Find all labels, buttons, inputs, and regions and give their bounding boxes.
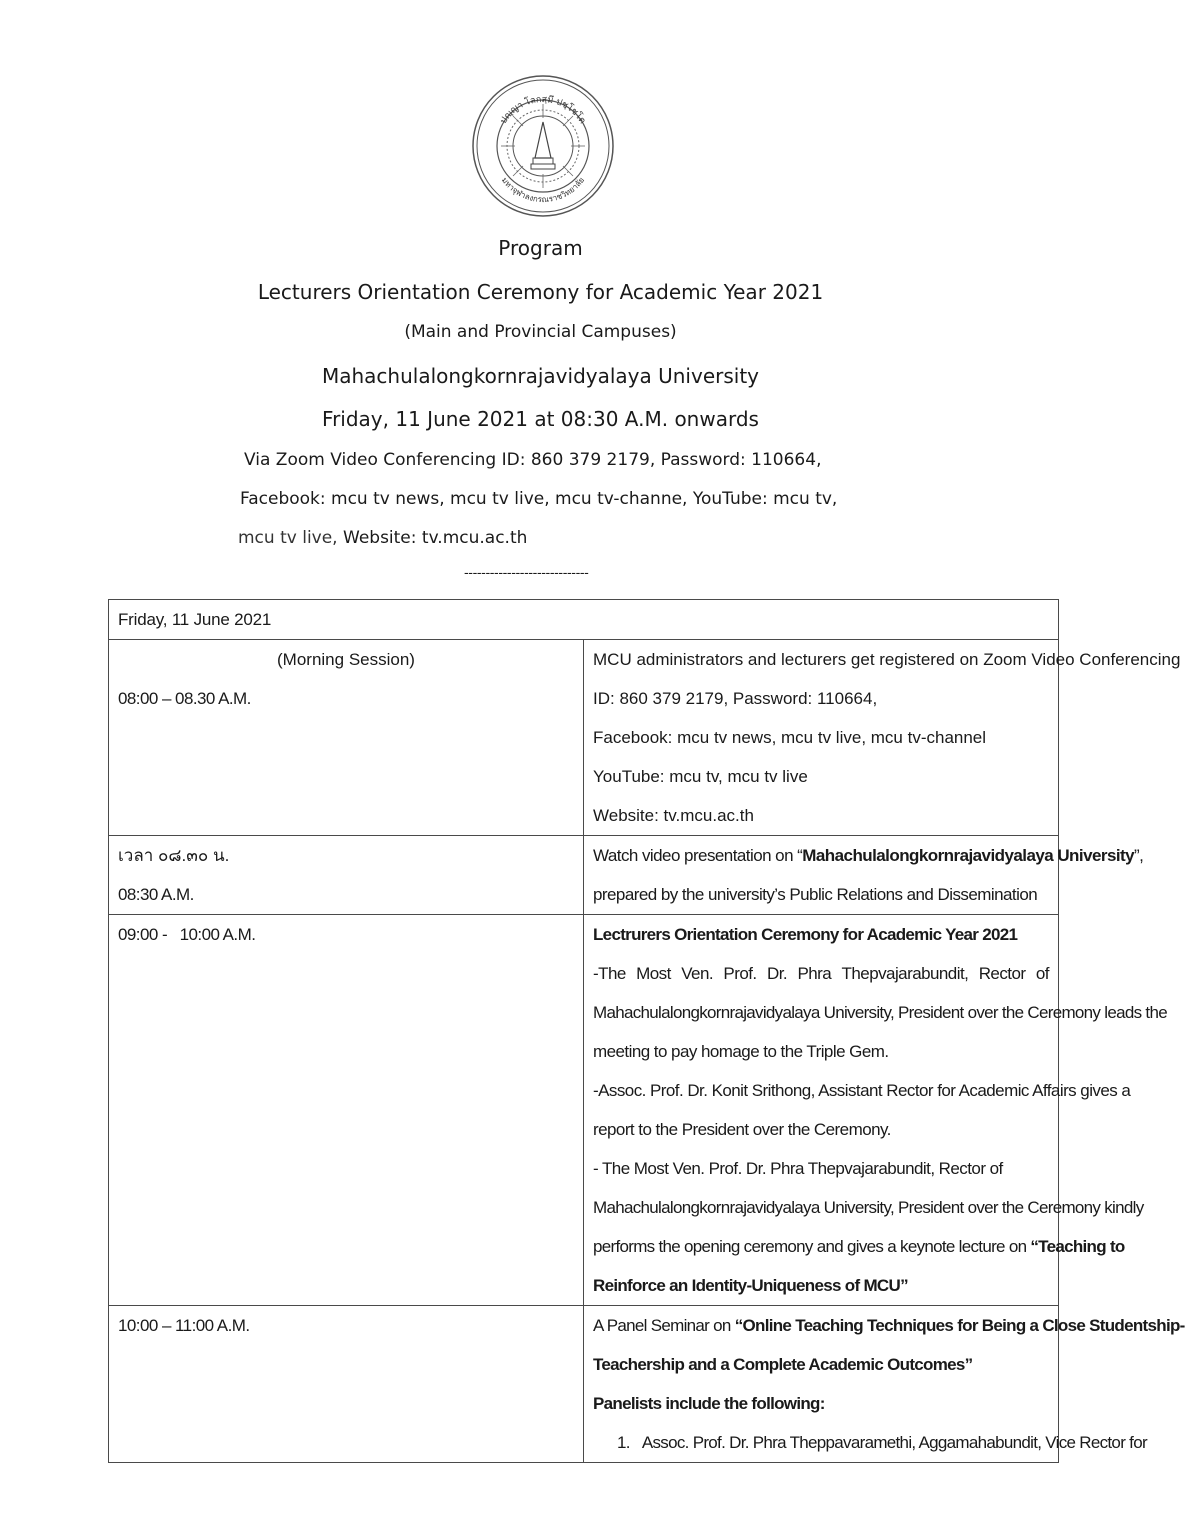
broadcast-live-text: mcu tv live,: [238, 528, 338, 548]
schedule-table: [108, 599, 1185, 1463]
description-line: Mahachulalongkornrajavidyalaya University, President over the Ceremony leads the: [593, 1003, 1167, 1022]
table-row: [109, 1306, 1059, 1463]
description-heading: Lectrurers Orientation Ceremony for Academic Year 2021: [593, 925, 1018, 944]
description-emphasis-line: Reinforce an Identity-Uniqueness of MCU”: [593, 1276, 908, 1295]
description-cell: [584, 1306, 1185, 1463]
description-word: Most: [636, 964, 671, 983]
event-date-time: Friday, 11 June 2021 at 08:30 A.M. onwards: [322, 407, 759, 431]
description-line: Facebook: mcu tv news, mcu tv live, mcu tv-channel: [593, 728, 987, 747]
time-cell: [109, 915, 584, 1306]
description-text: Watch video presentation on “: [593, 846, 803, 865]
time-range: 10:00 – 11:00 A.M.: [118, 1316, 250, 1335]
description-line: - The Most Ven. Prof. Dr. Phra Thepvajarabundit, Rector of: [593, 1159, 1003, 1178]
description-emphasis: “Teaching to: [1030, 1237, 1125, 1256]
university-seal-logo: [471, 74, 615, 218]
description-line: Mahachulalongkornrajavidyalaya University, President over the Ceremony kindly: [593, 1198, 1144, 1217]
description-cell: [584, 915, 1167, 1306]
description-word: Phra: [797, 964, 832, 983]
schedule-day: Friday, 11 June 2021: [109, 600, 1059, 640]
description-line: [593, 836, 1144, 875]
description-line: ID: 860 379 2179, Password: 110664,: [593, 689, 878, 708]
time-cell: [109, 836, 584, 915]
description-word: -The: [593, 964, 626, 983]
description-line: MCU administrators and lecturers get registered on Zoom Video Conferencing: [593, 650, 1181, 669]
time-range: 09:00 - 10:00 A.M.: [118, 925, 256, 944]
description-line: prepared by the university’s Public Relations and Dissemination: [593, 885, 1038, 904]
description-cell: [584, 836, 1144, 915]
broadcast-zoom-line: Via Zoom Video Conferencing ID: 860 379 2179, Password: 110664,: [244, 450, 822, 470]
campuses-subtitle: (Main and Provincial Campuses): [404, 322, 677, 342]
schedule-day-row: [109, 600, 1059, 640]
time-range: 08:30 A.M.: [118, 885, 194, 904]
description-line: report to the President over the Ceremony.: [593, 1120, 891, 1139]
description-line: [593, 954, 1049, 993]
panelists-heading: Panelists include the following:: [593, 1394, 825, 1413]
event-title: Lecturers Orientation Ceremony for Academic Year 2021: [257, 280, 824, 304]
panelist-item: [593, 1423, 1147, 1462]
table-row: [109, 915, 1059, 1306]
header-divider: -----------------------------: [464, 566, 589, 581]
description-emphasis-line: Teachership and a Complete Academic Outcomes”: [593, 1355, 973, 1374]
seal-motto-text: ปญฺญา โลกสฺมึ ปชฺโชโต: [498, 94, 588, 126]
description-emphasis: “Online Teaching Techniques for Being a Close Studentship-: [734, 1316, 1185, 1335]
description-word: Ven.: [681, 964, 714, 983]
description-text: A Panel Seminar on: [593, 1316, 735, 1335]
description-word: Rector: [978, 964, 1026, 983]
description-line: Website: tv.mcu.ac.th: [593, 806, 754, 825]
description-cell: [584, 640, 1181, 836]
time-cell: [109, 640, 584, 836]
session-label: (Morning Session): [277, 650, 415, 669]
description-emphasis: Mahachulalongkornrajavidyalaya University: [802, 846, 1135, 865]
description-text: performs the opening ceremony and gives a keynote lecture on: [593, 1237, 1031, 1256]
description-word: Thepvajarabundit,: [841, 964, 969, 983]
program-heading: Program: [498, 236, 583, 260]
description-line: [593, 1227, 1125, 1266]
description-line: -Assoc. Prof. Dr. Konit Srithong, Assistant Rector for Academic Affairs gives a: [593, 1081, 1131, 1100]
time-range: 08:00 – 08.30 A.M.: [118, 689, 251, 708]
broadcast-website-line: [238, 528, 527, 548]
website-text: Website: tv.mcu.ac.th: [343, 528, 528, 548]
description-word: Prof.: [723, 964, 757, 983]
table-row: [109, 836, 1059, 915]
panelist-text: Assoc. Prof. Dr. Phra Theppavaramethi, Aggamahabundit, Vice Rector for: [641, 1433, 1147, 1452]
description-text: ”,: [1134, 846, 1144, 865]
time-cell: [109, 1306, 584, 1463]
description-line: meeting to pay homage to the Triple Gem.: [593, 1042, 889, 1061]
thai-time-label: เวลา ๐๘.๓๐ น.: [118, 846, 230, 865]
list-number: 1.: [617, 1433, 630, 1452]
description-word: Dr.: [766, 964, 788, 983]
description-word: of: [1035, 964, 1049, 983]
broadcast-social-line: Facebook: mcu tv news, mcu tv live, mcu tv-channe, YouTube: mcu tv,: [240, 489, 838, 509]
university-name: Mahachulalongkornrajavidyalaya University: [321, 364, 760, 388]
seal-university-text: มหาจุฬาลงกรณราชวิทยาลัย: [499, 175, 587, 205]
description-line: YouTube: mcu tv, mcu tv live: [593, 767, 808, 786]
table-row: [109, 640, 1059, 836]
description-line: [593, 1306, 1185, 1345]
